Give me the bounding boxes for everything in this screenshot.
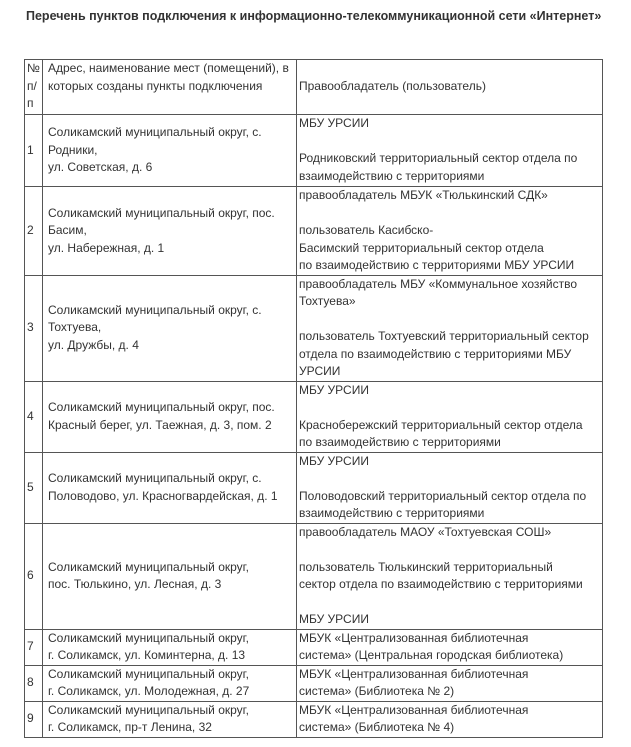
row-address [43, 629, 297, 665]
cell-text-line: Соликамский муниципальный округ, пос. [48, 205, 275, 220]
row-owner [297, 523, 603, 629]
cell-text-line: УРСИИ [299, 364, 341, 378]
row-address [43, 381, 297, 452]
row-number: 8 [25, 665, 43, 701]
row-address [43, 452, 297, 523]
table-row [25, 275, 603, 381]
row-owner [297, 115, 603, 187]
cell-text-line: по взаимодействию с территориями [299, 435, 501, 449]
row-owner [297, 629, 603, 665]
blank-line [299, 470, 600, 488]
cell-text-line: Соликамский муниципальный округ, с. [48, 302, 262, 317]
row-owner [297, 187, 603, 276]
cell-text-line: МБУ УРСИИ [299, 382, 369, 397]
row-owner [297, 701, 603, 737]
cell-text-line: которых созданы пункты подключения [48, 78, 263, 93]
row-address [43, 115, 297, 187]
cell-text-line: Краснобережский территориальный сектор отдела [299, 417, 583, 432]
table-row [25, 665, 603, 701]
cell-text-line: пользователь Тюлькинский территориальный [299, 559, 553, 574]
cell-text-line: МБУ УРСИИ [299, 612, 369, 626]
row-address [43, 523, 297, 629]
cell-text-line: правообладатель МБУК «Тюлькинский СДК» [299, 188, 548, 202]
cell-text-line: Тохтуева, [48, 320, 102, 335]
table-row [25, 523, 603, 629]
row-number: 3 [25, 275, 43, 381]
cell-text-line: г. Соликамск, ул. Молодежная, д. 27 [48, 684, 250, 698]
row-number: 5 [25, 452, 43, 523]
row-address [43, 187, 297, 276]
cell-text-line: взаимодействию с территориями [299, 168, 485, 183]
row-number: 4 [25, 381, 43, 452]
table-row [25, 629, 603, 665]
table-row [25, 115, 603, 187]
cell-text-line: ул. Дружбы, д. 4 [48, 337, 139, 352]
cell-text-line: система» (Центральная городская библиотека) [299, 648, 564, 662]
cell-text-line: пользователь Тохтуевский территориальный сектор [299, 329, 589, 343]
cell-text-line: г. Соликамск, ул. Коминтерна, д. 13 [48, 648, 246, 662]
blank-line [299, 311, 600, 329]
row-number: 9 [25, 701, 43, 737]
cell-text-line: Басим, [48, 223, 87, 237]
cell-text-line: МБУК «Централизованная библиотечная [299, 630, 529, 645]
cell-text-line: сектор отдела по взаимодействию с территориями [299, 577, 583, 591]
connection-points-table [24, 59, 603, 738]
header-num [25, 60, 43, 115]
cell-text-line: Басимский территориальный сектор отдела [299, 240, 544, 255]
cell-text-line: правообладатель МБУ «Коммунальное хозяйство [299, 276, 577, 291]
cell-text-line: Тохтуева» [299, 294, 356, 308]
cell-text-line: система» (Библиотека № 2) [299, 684, 455, 698]
page-title: Перечень пунктов подключения к информационно-телекоммуникационной сети «Интернет» [26, 9, 602, 23]
blank-line [299, 594, 600, 612]
header-address [43, 60, 297, 115]
row-owner [297, 665, 603, 701]
table-row [25, 187, 603, 276]
cell-text-line: МБУК «Централизованная библиотечная [299, 702, 529, 717]
blank-line [299, 399, 600, 417]
row-number: 1 [25, 115, 43, 187]
cell-text-line: правообладатель МАОУ «Тохтуевская СОШ» [299, 524, 552, 539]
cell-text-line: Соликамский муниципальный округ, [48, 702, 249, 717]
cell-text-line: Половодовский территориальный сектор отдела по [299, 488, 587, 503]
table-header-row [25, 60, 603, 115]
row-owner [297, 452, 603, 523]
cell-text-line: пользователь Касибско- [299, 223, 434, 237]
blank-line [299, 133, 600, 151]
row-number: 2 [25, 187, 43, 276]
cell-text-line: Родники, [48, 142, 98, 157]
table-row [25, 452, 603, 523]
cell-text-line: Родниковский территориальный сектор отдела по [299, 151, 578, 165]
row-address [43, 665, 297, 701]
cell-text-line: взаимодействию с территориями [299, 506, 485, 520]
cell-text-line: ул. Советская, д. 6 [48, 160, 153, 175]
cell-text-line: система» (Библиотека № 4) [299, 720, 455, 734]
cell-text-line: Правообладатель (пользователь) [299, 79, 486, 94]
cell-text-line: Соликамский муниципальный округ, с. [48, 471, 262, 485]
blank-line [299, 205, 600, 223]
cell-text-line: Адрес, наименование мест (помещений), в [48, 61, 289, 75]
table-row [25, 701, 603, 737]
cell-text-line: МБУК «Централизованная библиотечная [299, 666, 529, 681]
blank-line [299, 541, 600, 559]
cell-text-line: по взаимодействию с территориями МБУ УРСИИ [299, 258, 575, 272]
row-number: 6 [25, 523, 43, 629]
cell-text-line: Соликамский муниципальный округ, [48, 630, 249, 645]
row-number: 7 [25, 629, 43, 665]
cell-text-line: № [27, 61, 40, 75]
row-address [43, 701, 297, 737]
cell-text-line: МБУ УРСИИ [299, 116, 369, 130]
cell-text-line: МБУ УРСИИ [299, 453, 369, 468]
cell-text-line: Соликамский муниципальный округ, с. [48, 125, 262, 140]
cell-text-line: Соликамский муниципальный округ, пос. [48, 400, 275, 414]
cell-text-line: Соликамский муниципальный округ, [48, 666, 249, 681]
cell-text-line: отдела по взаимодействию с территориями МБУ [299, 346, 572, 361]
cell-text-line: Половодово, ул. Красногвардейская, д. 1 [48, 488, 278, 503]
row-owner [297, 381, 603, 452]
cell-text-line: п [27, 96, 34, 110]
cell-text-line: п/ [27, 78, 37, 93]
row-address [43, 275, 297, 381]
table-row [25, 381, 603, 452]
cell-text-line: пос. Тюлькино, ул. Лесная, д. 3 [48, 577, 222, 591]
cell-text-line: г. Соликамск, пр-т Ленина, 32 [48, 720, 212, 734]
row-owner [297, 275, 603, 381]
cell-text-line: ул. Набережная, д. 1 [48, 240, 165, 255]
cell-text-line: Соликамский муниципальный округ, [48, 559, 249, 574]
cell-text-line: Красный берег, ул. Таежная, д. 3, пом. 2 [48, 417, 272, 432]
header-owner [297, 60, 603, 115]
